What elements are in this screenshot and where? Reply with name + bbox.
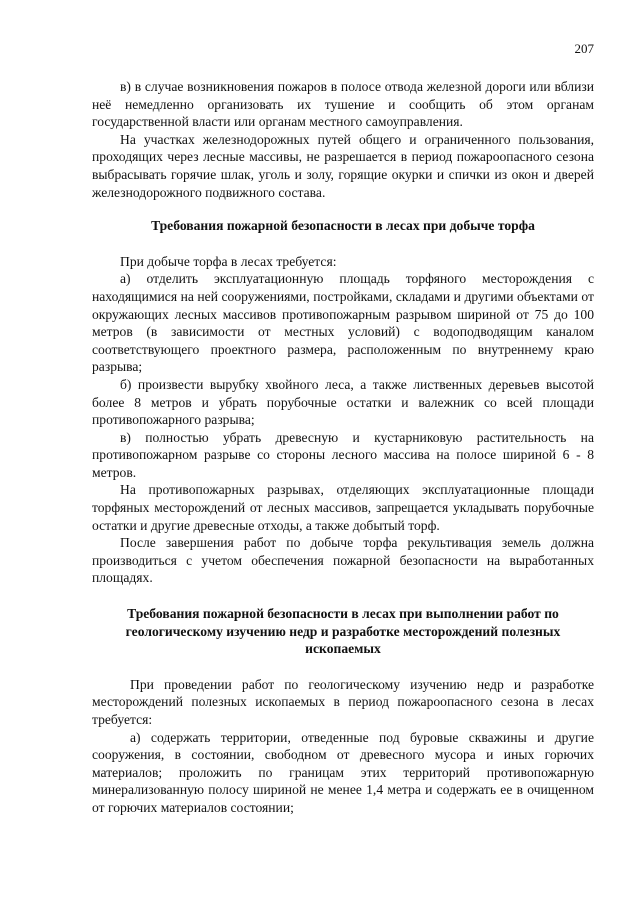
paragraph: При проведении работ по геологическому изучению недр и разработке месторождений полезных ископаемых в период пожароопасного сезона в лесах требуется: [92,676,594,727]
paragraph: При добыче торфа в лесах требуется: [120,253,337,269]
paragraph: На участках железнодорожных путей общего и ограниченного пользования, проходящих через лесные массивы, не разрешается в период пожароопасного сезона выбрасывать горячие шлак, уголь и золу, горящие окурки и спички из окон и дверей железнодорожного подвижного состава. [92,131,594,200]
paragraph: б) произвести вырубку хвойного леса, а также лиственных деревьев высотой более 8 метров и убрать порубочные остатки и валежник со всей площади противопожарного разрыва; [92,376,594,428]
page-number: 207 [574,41,594,56]
page-content [92,78,594,817]
paragraph: а) содержать территории, отведенные под буровые скважины и другие сооружения, в состоянии, свободном от древесного мусора и иных горючих материалов; проложить по границам этих территорий противопожарную минерализованную полосу шириной не менее 1,4 метра и содержать ее в очищенном от горючих материалов состоянии; [92,729,594,815]
paragraph: в) в случае возникновения пожаров в полосе отвода железной дороги или вблизи неё немедленно организовать их тушение и сообщить об этом органам государственной власти или органам местного самоуправления. [92,79,594,130]
paragraph: На противопожарных разрывах, отделяющих эксплуатационные площади торфяных месторождений от лесных массивов, запрещается укладывать порубочные остатки и другие древесные отходы, а также добытый торф. [92,482,594,533]
section-heading: Требования пожарной безопасности в лесах при добыче торфа [151,218,535,234]
paragraph: в) полностью убрать древесную и кустарниковую растительность на противопожарном разрыве со стороны лесного массива на полосе шириной 6 - 8 метров. [92,429,594,480]
paragraph: а) отделить эксплуатационную площадь торфяного месторождения с находящимися на ней сооружениями, постройками, складами и другими объектами от окружающих лесных массивов противопожарным разрывом шириной от 75 до 100 метров (в зависимости от местных условий) с водоподводящим каналом соответствующего проектного размера, расположенным по внутреннему краю разрыва; [92,271,594,375]
section-heading: Требования пожарной безопасности в лесах при выполнении работ по геологическому изучению недр и разработке месторождений полезных ископаемых [125,606,561,657]
paragraph: После завершения работ по добыче торфа рекультивация земель должна производиться с учетом обеспечения пожарной безопасности на выработанных площадях. [92,535,594,586]
